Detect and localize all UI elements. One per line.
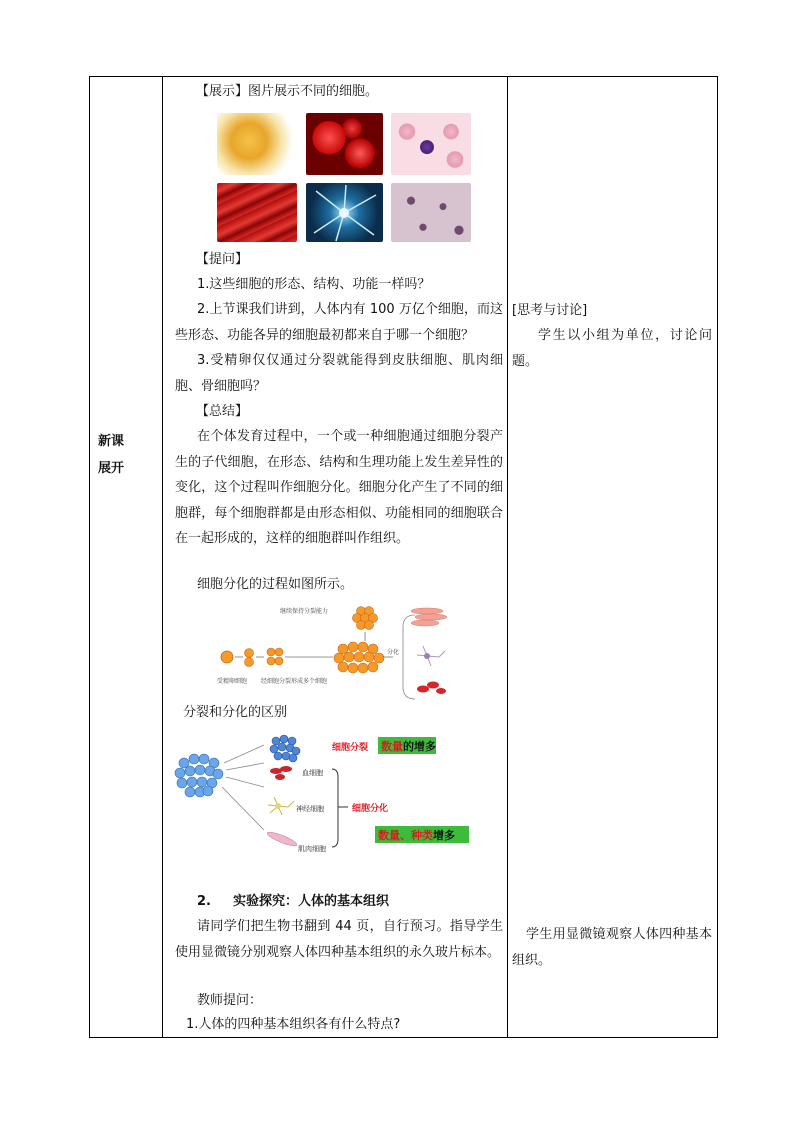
question-2: 2.上节课我们讲到，人体内有 100 万亿个细胞，而这些形态、功能各异的细胞最初都来自于哪一个细胞？ (175, 302, 503, 343)
row-label (98, 428, 124, 482)
neuron-shape (306, 183, 383, 242)
cell-image-fat (217, 113, 297, 175)
zygote-cell (221, 651, 233, 663)
teacher-question-1: 1.人体的四种基本组织各有什么特点? (186, 1017, 401, 1032)
summary-text: 在个体发育过程中，一个或一种细胞通过细胞分裂产生的子代细胞，在形态、结构和生理功能上发生差异性的变化，这个过程叫作细胞分化。细胞分化产生了不同的细胞群，每个细胞群都是由形态相似、功能相同的细胞联合在一起形成的，这样的细胞群叫作组织。 (175, 429, 503, 546)
diff-result-rest: 增多 (433, 829, 455, 842)
cell-image-epithelial (391, 183, 471, 242)
cell-image-muscle (217, 183, 297, 242)
cell-image-red-blood (306, 113, 383, 175)
summary-heading: 【总结】 (196, 404, 249, 419)
student-activity-column (507, 77, 717, 1037)
diagram1-mid-label: 经细胞分裂形成多个细胞 (261, 678, 328, 685)
division-result-rest: 的增多 (403, 740, 436, 753)
division-result-highlight: 数量 (381, 740, 403, 753)
experiment-title: 实验探究：人体的基本组织 (232, 894, 389, 909)
cell-image-white-blood (391, 113, 471, 175)
diff-result-highlight: 数量、种类 (378, 829, 433, 842)
question-3: 3.受精卵仅仅通过分裂就能得到皮肤细胞、肌肉细胞、骨细胞吗？ (175, 353, 503, 394)
experiment-text: 请同学们把生物书翻到 44 页，自行预习。指导学生使用显微镜分别观察人体四种基本组织的永久玻片标本。 (175, 919, 503, 960)
discussion-text: 学生以小组为单位，讨论问题。 (512, 328, 712, 369)
content-column (162, 77, 507, 1037)
discussion-heading: [思考与讨论] (512, 303, 588, 318)
differentiation-label: 细胞分化 (352, 804, 389, 814)
process-caption: 细胞分化的过程如图所示。 (197, 577, 354, 592)
division-result (381, 739, 436, 753)
question-heading: 【提问】 (196, 252, 249, 267)
diagram1-left-label: 受精卵细胞 (217, 678, 248, 685)
division-vs-differentiation-diagram (172, 725, 482, 860)
row-label-line-1: 新课 (98, 434, 125, 449)
muscle-label: 肌肉细胞 (298, 845, 326, 853)
show-heading: 【展示】图片展示不同的细胞。 (196, 84, 379, 99)
question-1: 1.这些细胞的形态、结构、功能一样吗？ (197, 277, 431, 292)
lesson-table (89, 76, 718, 1038)
compare-title: 分裂和分化的区别 (183, 705, 288, 720)
experiment-heading (197, 889, 389, 914)
diagram1-diff-label: 分化 (387, 649, 400, 656)
diff-result (378, 828, 455, 842)
stem-cell-cluster (175, 754, 223, 797)
stage-column (90, 77, 162, 1037)
cell-image-neuron (306, 183, 383, 242)
row-label-line-2: 展开 (98, 461, 125, 476)
diagram1-top-label: 继续保持分裂能力 (280, 608, 329, 615)
blood-label: 血细胞 (302, 769, 323, 777)
differentiation-process-diagram (217, 601, 447, 701)
experiment-number: 2. (197, 894, 211, 909)
blood-cells (270, 766, 292, 780)
nerve-label: 神经细胞 (296, 805, 324, 813)
muscle-cell (266, 830, 298, 848)
observe-text: 学生用显微镜观察人体四种基本组织。 (512, 927, 712, 968)
teacher-ask: 教师提问： (197, 993, 263, 1008)
division-label: 细胞分裂 (332, 743, 369, 753)
divided-cells (270, 735, 300, 762)
